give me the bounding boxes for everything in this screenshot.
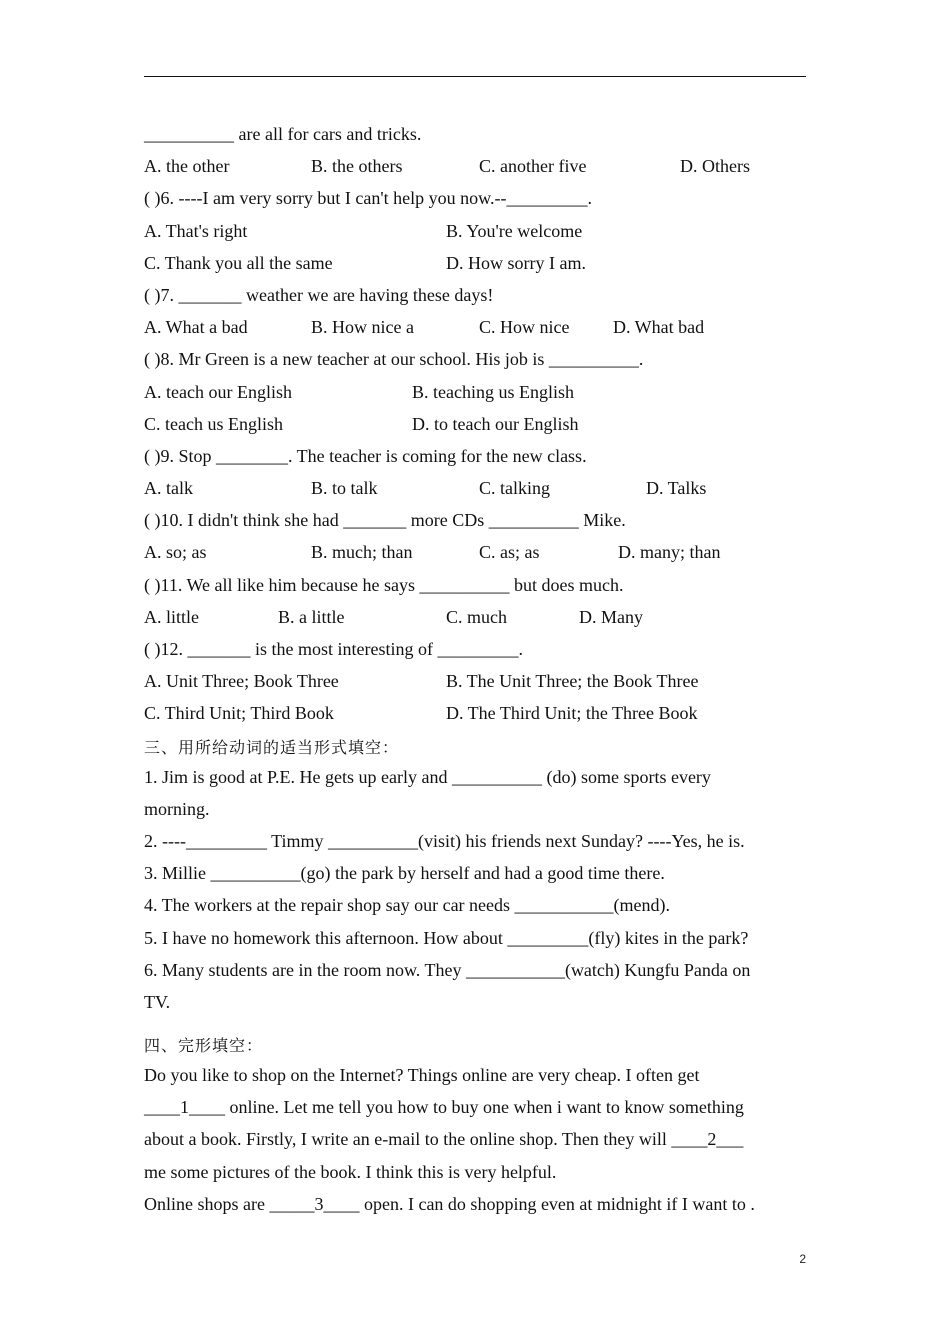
option-c: C. another five — [479, 156, 587, 177]
section-3-line: 6. Many students are in the room now. They ___________(watch) Kungfu Panda on — [144, 959, 751, 980]
option-d: D. How sorry I am. — [446, 252, 586, 273]
question-9-stem: ( )9. Stop ________. The teacher is coming for the new class. — [144, 445, 587, 466]
question-11-options — [144, 601, 806, 633]
page-number: 2 — [799, 1252, 806, 1266]
question-12-stem: ( )12. _______ is the most interesting of _________. — [144, 639, 523, 659]
option-c: C. Third Unit; Third Book — [144, 703, 334, 724]
option-d: D. Others — [680, 156, 750, 177]
option-b: B. The Unit Three; the Book Three — [446, 671, 699, 692]
option-c: C. talking — [479, 478, 550, 499]
cloze-line: Do you like to shop on the Internet? Things online are very cheap. I often get — [144, 1065, 700, 1086]
option-b: B. much; than — [311, 542, 413, 563]
option-b: B. to talk — [311, 478, 378, 499]
option-a: A. little — [144, 606, 199, 627]
question-8-options-cd — [144, 408, 806, 440]
option-a: A. That's right — [144, 220, 248, 241]
question-11-stem: ( )11. We all like him because he says __________ but does much. — [144, 574, 624, 595]
cloze-line: ____1____ online. Let me tell you how to buy one when i want to know something — [144, 1097, 744, 1118]
question-5-continuation: __________ are all for cars and tricks. — [144, 124, 422, 144]
option-b: B. teaching us English — [412, 381, 574, 402]
question-6-stem: ( )6. ----I am very sorry but I can't help you now.--_________. — [144, 188, 592, 209]
option-a: A. so; as — [144, 542, 207, 563]
option-d: D. to teach our English — [412, 413, 579, 434]
option-c: C. teach us English — [144, 413, 283, 434]
question-6-options-ab — [144, 215, 806, 247]
question-10-stem: ( )10. I didn't think she had _______ more CDs __________ Mike. — [144, 510, 626, 531]
option-a: A. What a bad — [144, 317, 248, 338]
option-a: A. talk — [144, 478, 193, 499]
section-4-heading: 四、完形填空： — [144, 1036, 264, 1056]
option-d: D. The Third Unit; the Three Book — [446, 703, 698, 724]
option-a: A. teach our English — [144, 381, 292, 402]
page-content — [144, 118, 806, 1220]
question-12-options-ab — [144, 665, 806, 697]
option-a: A. Unit Three; Book Three — [144, 671, 339, 692]
option-b: B. How nice a — [311, 317, 414, 338]
option-a: A. the other — [144, 156, 230, 177]
option-c: C. as; as — [479, 542, 540, 563]
question-12-options-cd — [144, 697, 806, 729]
header-rule — [144, 76, 806, 77]
question-9-options — [144, 472, 806, 504]
option-c: C. How nice — [479, 317, 570, 338]
option-c: C. much — [446, 606, 507, 627]
option-d: D. What bad — [613, 317, 705, 338]
section-3-line: 5. I have no homework this afternoon. How about _________(fly) kites in the park? — [144, 927, 749, 948]
option-b: B. You're welcome — [446, 220, 583, 241]
option-d: D. Talks — [646, 478, 707, 499]
question-5-options — [144, 150, 806, 182]
option-d: D. many; than — [618, 542, 721, 563]
question-8-options-ab — [144, 376, 806, 408]
cloze-line: about a book. Firstly, I write an e-mail to the online shop. Then they will ____2___ — [144, 1129, 744, 1150]
option-b: B. a little — [278, 606, 345, 627]
option-b: B. the others — [311, 156, 403, 177]
section-3-line: 1. Jim is good at P.E. He gets up early and __________ (do) some sports every — [144, 766, 711, 787]
section-3-line: 4. The workers at the repair shop say our car needs ___________(mend). — [144, 895, 671, 916]
cloze-line: me some pictures of the book. I think this is very helpful. — [144, 1161, 557, 1182]
question-6-options-cd — [144, 247, 806, 279]
question-7-stem: ( )7. _______ weather we are having these days! — [144, 284, 494, 305]
section-3-line: morning. — [144, 798, 210, 819]
question-10-options — [144, 536, 806, 568]
option-d: D. Many — [579, 606, 643, 627]
cloze-line: Online shops are _____3____ open. I can do shopping even at midnight if I want to . — [144, 1193, 755, 1214]
section-3-line: TV. — [144, 991, 171, 1012]
question-7-options — [144, 311, 806, 343]
section-3-line: 3. Millie __________(go) the park by herself and had a good time there. — [144, 863, 665, 884]
question-8-stem: ( )8. Mr Green is a new teacher at our school. His job is __________. — [144, 349, 644, 370]
option-c: C. Thank you all the same — [144, 252, 333, 273]
section-3-heading: 三、用所给动词的适当形式填空： — [144, 737, 400, 757]
section-3-line: 2. ----_________ Timmy __________(visit) his friends next Sunday? ----Yes, he is. — [144, 830, 745, 851]
